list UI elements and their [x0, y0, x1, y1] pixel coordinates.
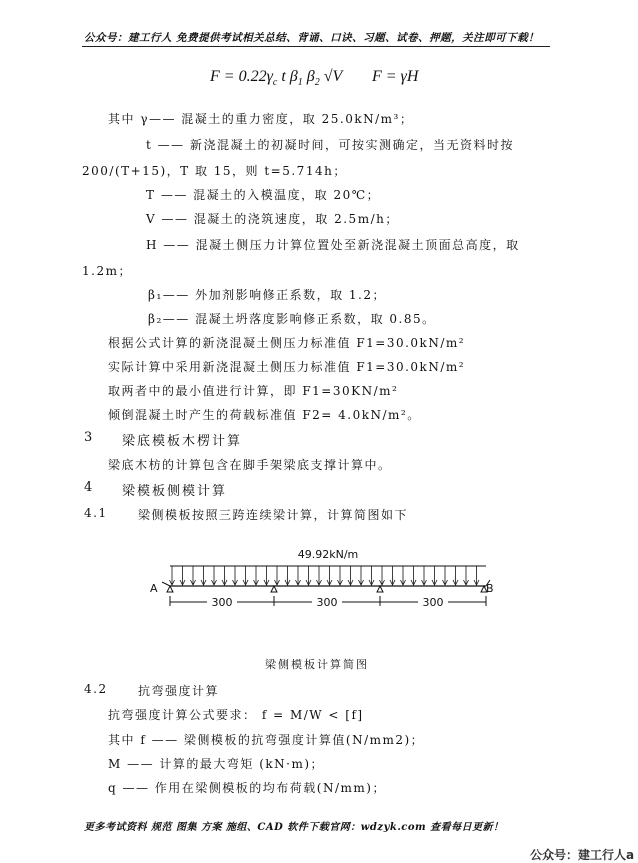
formula-beta2: β [306, 68, 315, 85]
section-4-2-title: 抗弯强度计算 [138, 684, 220, 698]
diagram-caption: 梁侧模板计算简图 [265, 658, 369, 671]
section-4-1-title: 梁侧模板按照三跨连续梁计算，计算简图如下 [138, 508, 409, 522]
supports [167, 586, 487, 592]
section-3-title: 梁底模板木楞计算 [122, 434, 243, 449]
support-2 [271, 586, 277, 592]
def-H-line1: H —— 混凝土侧压力计算位置处至新浇混凝土顶面总高度，取 [146, 238, 520, 252]
span-2-label: 300 [316, 596, 338, 609]
formula-sub-1: 1 [297, 77, 303, 89]
support-1 [167, 586, 173, 592]
support-a-label: A [150, 582, 158, 595]
result-2: 实际计算中采用新浇混凝土侧压力标准值 F1=30.0kN/m² [108, 360, 466, 374]
page-header: 公众号：建工行人 免费提供考试相关总结、背诵、口诀、习题、试卷、押题，关注即可下载！ [84, 32, 540, 44]
section-4-number: 4 [84, 480, 95, 495]
strength-def-q: q —— 作用在梁侧模板的均布荷载(N/mm)； [108, 781, 386, 795]
load-arrows [170, 566, 480, 585]
def-V: V —— 混凝土的浇筑速度，取 2.5m/h； [146, 212, 399, 226]
formula-sqrt-v: √V [323, 68, 342, 85]
pressure-formula [210, 68, 418, 88]
beam-diagram [0, 540, 638, 620]
load-end-left [162, 582, 170, 586]
formula-sub-2: 2 [314, 77, 320, 89]
section-3-body: 梁底木枋的计算包含在脚手架梁底支撑计算中。 [108, 458, 392, 472]
span-1-label: 300 [211, 596, 233, 609]
header-rule [82, 46, 550, 47]
section-4-1-number: 4.1 [84, 506, 108, 520]
def-beta1: β₁—— 外加剂影响修正系数，取 1.2； [148, 288, 386, 302]
formula-right: F = γH [371, 68, 419, 85]
section-4-2-number: 4.2 [84, 682, 108, 696]
load-label: 49.92kN/m [297, 548, 359, 561]
support-3 [377, 586, 383, 592]
def-t-line1: t —— 新浇混凝土的初凝时间，可按实测确定，当无资料时按 [146, 138, 514, 152]
def-T: T —— 混凝土的入模温度，取 20℃； [146, 188, 381, 202]
strength-def-f: 其中 f —— 梁侧模板的抗弯强度计算值(N/mm2)； [108, 733, 425, 747]
result-1: 根据公式计算的新浇混凝土侧压力标准值 F1=30.0kN/m² [108, 336, 466, 350]
section-4-title: 梁模板侧模计算 [122, 484, 228, 499]
formula-left: F = 0.22γ [210, 68, 273, 85]
support-b-label: B [486, 582, 494, 595]
span-3-label: 300 [422, 596, 444, 609]
strength-def-M: M —— 计算的最大弯矩 (kN·m)； [108, 757, 325, 771]
result-3: 取两者中的最小值进行计算，即 F1=30KN/m² [108, 384, 399, 398]
def-gamma: 其中 γ—— 混凝土的重力密度，取 25.0kN/m³； [108, 112, 414, 126]
page-footer: 更多考试资料 规范 图集 方案 施组、CAD 软件下载官网：wdzyk.com 查看每日更新！ [84, 822, 504, 833]
def-H-line2: 1.2m； [82, 264, 132, 278]
result-4: 倾倒混凝土时产生的荷载标准值 F2= 4.0kN/m²。 [108, 408, 421, 422]
strength-requirement: 抗弯强度计算公式要求： f = M/W < [f] [108, 708, 364, 722]
def-beta2: β₂—— 混凝土坍落度影响修正系数，取 0.85。 [148, 312, 436, 326]
section-3-number: 3 [84, 430, 95, 445]
formula-mid: t β [281, 68, 298, 85]
def-t-line2: 200/(T+15)，T 取 15，则 t=5.714h； [82, 164, 347, 178]
watermark: 公众号：建工行人a [530, 848, 635, 862]
formula-sub-c: c [272, 77, 278, 89]
